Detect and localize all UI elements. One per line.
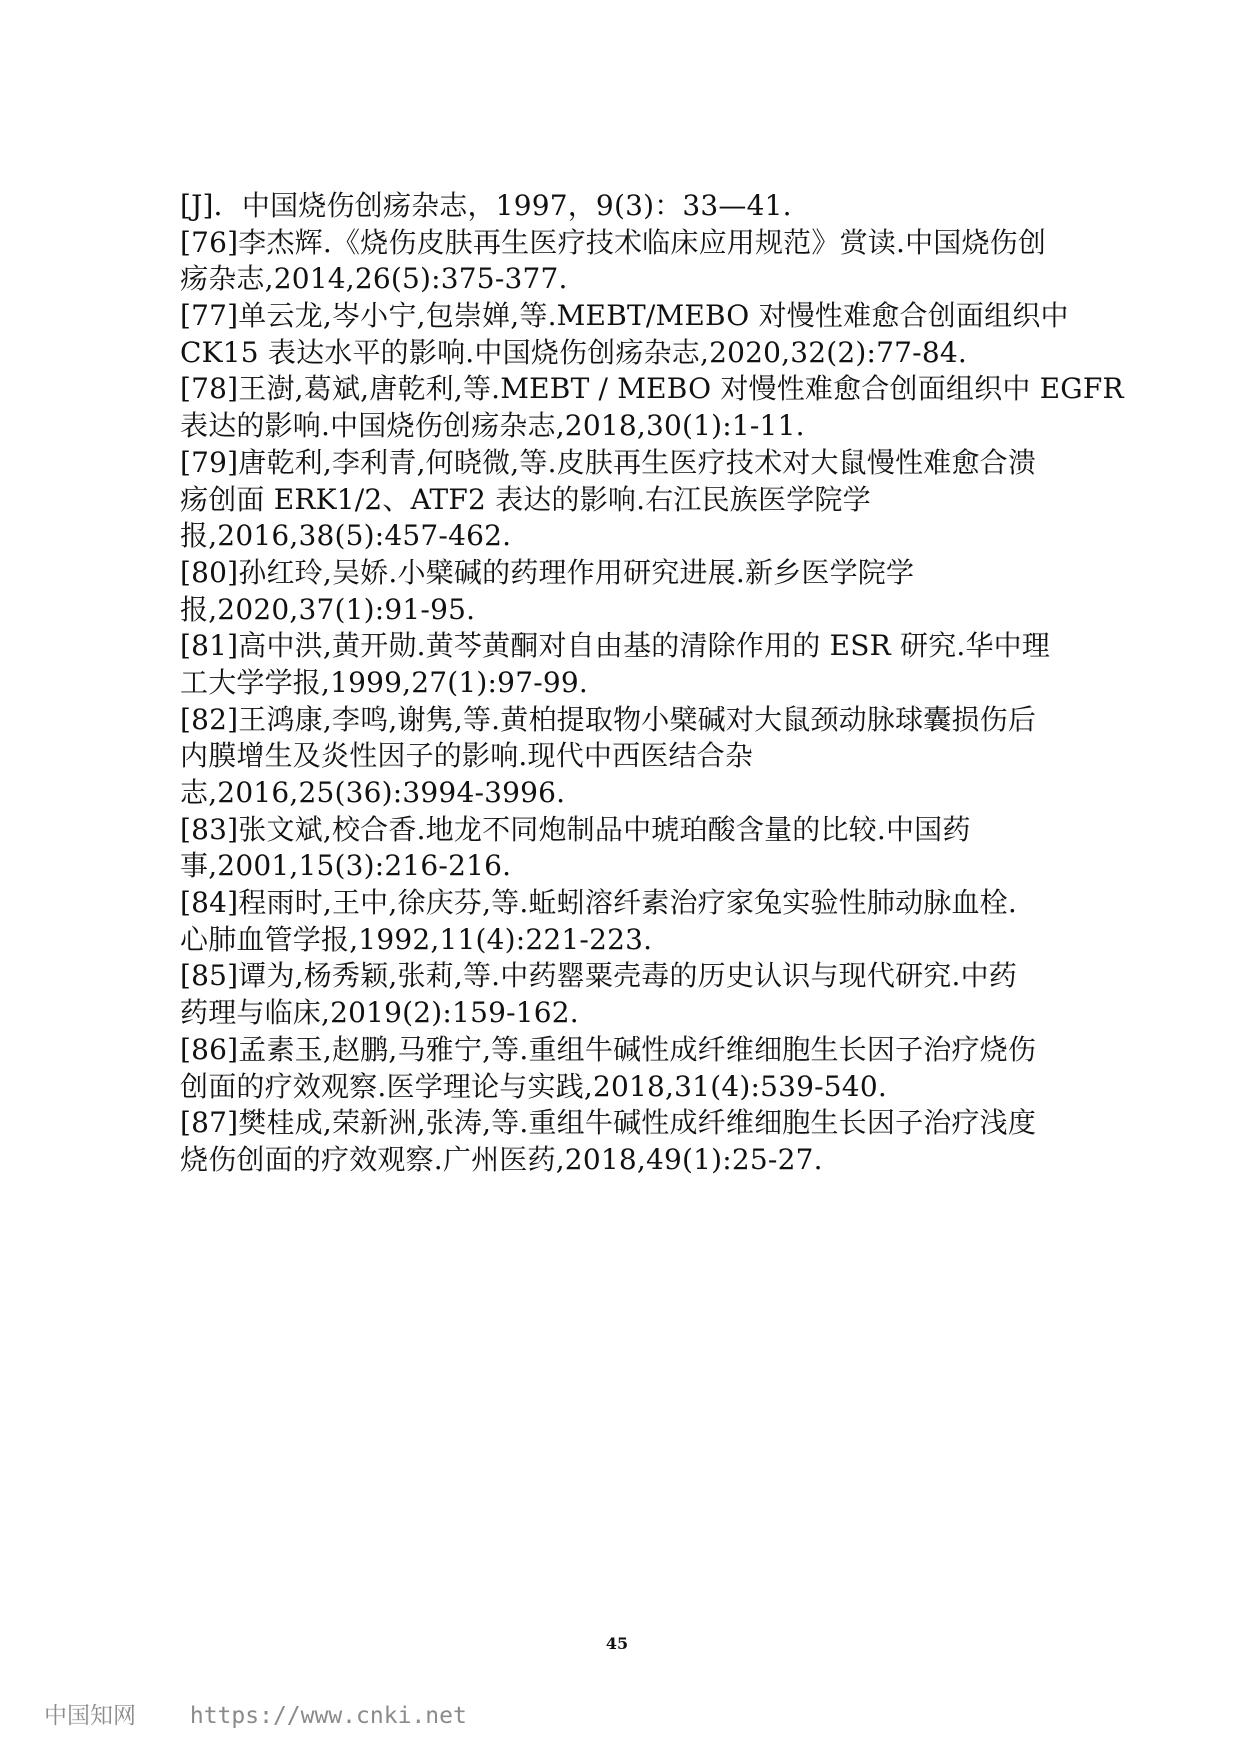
reference-line: 心肺血管学报,1992,11(4):221-223. <box>180 922 653 956</box>
reference-line: [82]王鸿康,李鸣,谢隽,等.黄柏提取物小檗碱对大鼠颈动脉球囊损伤后 <box>180 702 1037 736</box>
reference-line: [76]李杰辉.《烧伤皮肤再生医疗技术临床应用规范》赏读.中国烧伤创 <box>180 225 1047 259</box>
cnki-watermark <box>44 1697 467 1730</box>
reference-line: 工大学学报,1999,27(1):97-99. <box>180 665 589 699</box>
reference-line: [J]．中国烧伤创疡杂志，1997，9(3)：33—41. <box>180 189 792 222</box>
watermark-name: 中国知网 <box>44 1703 136 1729</box>
reference-line: [79]唐乾利,李利青,何晓微,等.皮肤再生医疗技术对大鼠慢性难愈合溃 <box>180 445 1037 479</box>
reference-line: 烧伤创面的疗效观察.广州医药,2018,49(1):25-27. <box>180 1142 823 1176</box>
watermark-url: https://www.cnki.net <box>189 1703 467 1729</box>
reference-line: [81]高中洪,黄开勋.黄芩黄酮对自由基的清除作用的 ESR 研究.华中理 <box>180 629 1051 663</box>
reference-line: 报,2016,38(5):457-462. <box>180 519 512 553</box>
reference-line: [83]张文斌,校合香.地龙不同炮制品中琥珀酸含量的比较.中国药 <box>180 812 971 846</box>
reference-line: [87]樊桂成,荣新洲,张涛,等.重组牛碱性成纤维细胞生长因子治疗浅度 <box>180 1106 1037 1140</box>
reference-line: [80]孙红玲,吴娇.小檗碱的药理作用研究进展.新乡医学院学 <box>180 555 915 589</box>
page-number: 45 <box>605 1634 629 1653</box>
reference-line: 志,2016,25(36):3994-3996. <box>180 776 566 809</box>
reference-line: [86]孟素玉,赵鹏,马雅宁,等.重组牛碱性成纤维细胞生长因子治疗烧伤 <box>180 1032 1037 1066</box>
reference-line: [85]谭为,杨秀颖,张莉,等.中药罂粟壳毒的历史认识与现代研究.中药 <box>180 959 1017 993</box>
reference-line: 内膜增生及炎性因子的影响.现代中西医结合杂 <box>180 739 754 773</box>
reference-line: 药理与临床,2019(2):159-162. <box>180 996 579 1030</box>
reference-line: [77]单云龙,岑小宁,包崇婵,等.MEBT/MEBO 对慢性难愈合创面组织中 <box>180 299 1069 333</box>
reference-line: 表达的影响.中国烧伤创疡杂志,2018,30(1):1-11. <box>180 409 805 443</box>
reference-line: 报,2020,37(1):91-95. <box>180 592 476 626</box>
reference-line: CK15 表达水平的影响.中国烧伤创疡杂志,2020,32(2):77-84. <box>180 335 967 369</box>
reference-line: [84]程雨时,王中,徐庆芬,等.蚯蚓溶纤素治疗家兔实验性肺动脉血栓. <box>180 886 1017 920</box>
reference-line: 事,2001,15(3):216-216. <box>180 849 512 883</box>
reference-list <box>180 188 1124 1179</box>
reference-line: 疡杂志,2014,26(5):375-377. <box>180 262 568 296</box>
reference-line: 疡创面 ERK1/2、ATF2 表达的影响.右江民族医学院学 <box>180 482 871 516</box>
reference-line: 创面的疗效观察.医学理论与实践,2018,31(4):539-540. <box>180 1069 887 1103</box>
reference-line: [78]王澍,葛斌,唐乾利,等.MEBT / MEBO 对慢性难愈合创面组织中 EGFR <box>180 372 1124 406</box>
